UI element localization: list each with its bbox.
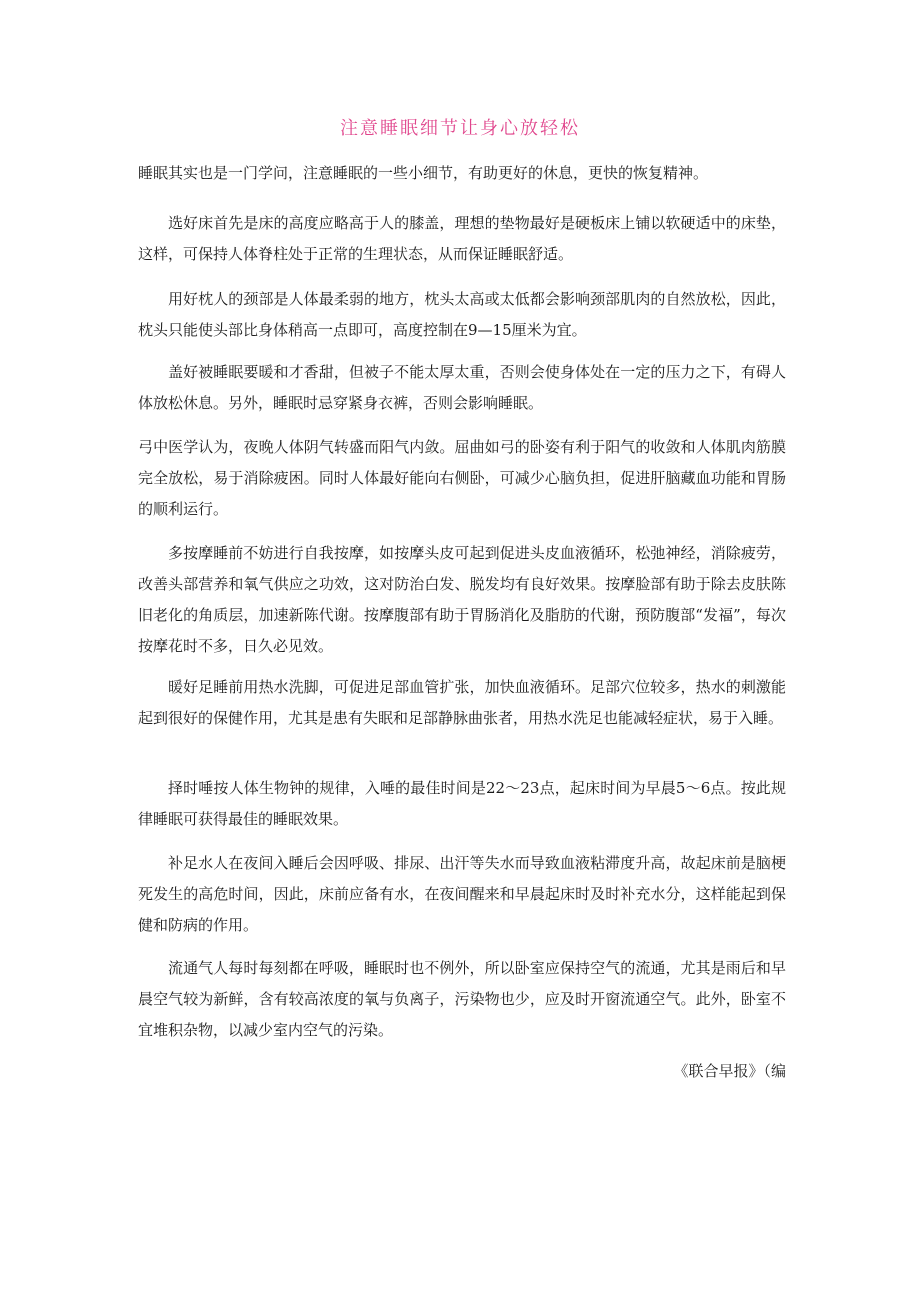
paragraph-timing: 择时唾按人体生物钟的规律，入唾的最佳时间是22～23点，起床时间为早晨5～6点。按此规律睡眠可获得最佳的睡眠效果。: [138, 779, 786, 828]
paragraph-feet: 暖好足睡前用热水洗脚，可促进足部血管扩张，加快血液循环。足部穴位较多，热水的刺激能起到很好的保健作用，尤其是患有失眠和足部静脉曲张者，用热水洗足也能减轻症状，易于入睡。: [138, 678, 786, 727]
page-title: 注意睡眠细节让身心放轻松: [340, 118, 580, 139]
intro-paragraph: 睡眠其实也是一门学问，注意睡眠的一些小细节，有助更好的休息，更快的恢复精神。: [138, 164, 709, 182]
paragraph-air: 流通气人每时每刻都在呼吸，睡眠时也不例外，所以卧室应保持空气的流通，尤其是雨后和早晨空气较为新鲜，含有较高浓度的氧与负离子，污染物也少，应及时开窗流通空气。此外，卧室不宜堆积杂物，以减少室内空气的污染。: [138, 959, 786, 1039]
paragraph-massage: 多按摩睡前不妨进行自我按摩，如按摩头皮可起到促进头皮血液循环，松弛神经，消除疲劳，改善头部营养和氧气供应之功效，这对防治白发、脱发均有良好效果。按摩脸部有助于除去皮肤陈旧老化的角质层，加速新陈代谢。按摩腹部有助于胃肠消化及脂肪的代谢，预防腹部“发福”，每次按摩花时不多，日久必见效。: [138, 544, 786, 655]
paragraph-posture: 弓中医学认为，夜晚人体阴气转盛而阳气内敛。屈曲如弓的卧姿有利于阳气的收敛和人体肌肉筋膜完全放松，易于消除疲困。同时人体最好能向右侧卧，可减少心脑负担，促进肝脑藏血功能和胃肠的顺利运行。: [138, 438, 786, 518]
paragraph-quilt: 盖好被睡眠要暖和才香甜，但被子不能太厚太重，否则会使身体处在一定的压力之下，有碍人体放松休息。另外，睡眠时忌穿紧身衣裤，否则会影响睡眠。: [138, 363, 786, 412]
paragraph-water: 补足水人在夜间入睡后会因呼吸、排尿、出汗等失水而导致血液粘滞度升高，故起床前是脑梗死发生的高危时间，因此，床前应备有水，在夜间醒来和早晨起床时及时补充水分，这样能起到保健和防病的作用。: [138, 854, 786, 934]
source-citation: 《联合早报》（编: [673, 1062, 786, 1080]
paragraph-pillow: 用好枕人的颈部是人体最柔弱的地方，枕头太高或太低都会影响颈部肌肉的自然放松，因此，枕头只能使头部比身体稍高一点即可，高度控制在9—15厘米为宜。: [138, 290, 786, 339]
paragraph-bed: 选好床首先是床的高度应略高于人的膝盖，理想的垫物最好是硬板床上铺以软硬适中的床垫，这样，可保持人体脊柱处于正常的生理状态，从而保证睡眠舒适。: [138, 214, 786, 263]
